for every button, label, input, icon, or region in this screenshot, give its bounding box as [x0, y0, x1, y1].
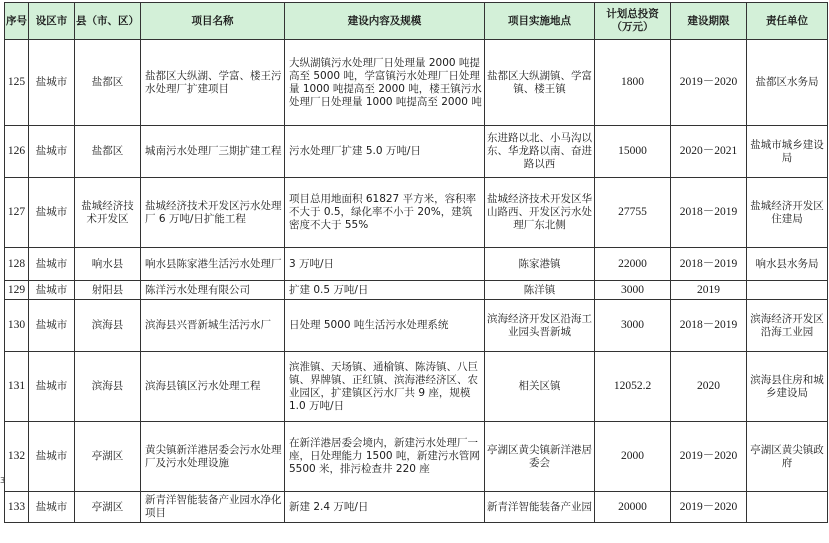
- row-no: 127: [5, 178, 29, 248]
- row-city: 盐城市: [29, 352, 75, 422]
- row-investment: 2000: [595, 422, 671, 492]
- project-table: [4, 2, 828, 523]
- row-content: 污水处理厂扩建 5.0 万吨/日: [285, 126, 485, 178]
- row-period: 2020－2021: [671, 126, 747, 178]
- row-investment: 3000: [595, 300, 671, 352]
- row-period: 2019－2020: [671, 492, 747, 523]
- row-unit: 响水县水务局: [747, 248, 828, 281]
- row-project-name: 盐都区大纵湖、学富、楼王污水处理厂扩建项目: [141, 40, 285, 126]
- row-period: 2019: [671, 281, 747, 300]
- row-location: 亭湖区黄尖镇新洋港居委会: [485, 422, 595, 492]
- row-unit: 滨海县住房和城乡建设局: [747, 352, 828, 422]
- row-location: 盐都区大纵湖镇、学富镇、楼王镇: [485, 40, 595, 126]
- row-investment: 15000: [595, 126, 671, 178]
- row-no: 133: [5, 492, 29, 523]
- row-period: 2019－2020: [671, 422, 747, 492]
- row-content: 在新洋港居委会境内，新建污水处理厂一座，日处理能力 1500 吨，新建污水管网 5500 米，排污检查井 220 座: [285, 422, 485, 492]
- row-unit: 盐都区水务局: [747, 40, 828, 126]
- row-county: 滨海县: [75, 300, 141, 352]
- row-unit: 亭湖区黄尖镇政府: [747, 422, 828, 492]
- table-row: [5, 422, 828, 492]
- header-city: 设区市: [29, 3, 75, 40]
- row-period: 2018－2019: [671, 300, 747, 352]
- row-period: 2020: [671, 352, 747, 422]
- table-row: [5, 178, 828, 248]
- header-period: 建设期限: [671, 3, 747, 40]
- row-content: 扩建 0.5 万吨/日: [285, 281, 485, 300]
- row-unit: 盐城经济开发区住建局: [747, 178, 828, 248]
- row-city: 盐城市: [29, 492, 75, 523]
- row-period: 2018－2019: [671, 178, 747, 248]
- row-county: 盐都区: [75, 40, 141, 126]
- row-investment: 20000: [595, 492, 671, 523]
- row-unit: [747, 281, 828, 300]
- row-content: 滨淮镇、天场镇、通榆镇、陈涛镇、八巨镇、界牌镇、正红镇、滨海港经济区、农业园区，扩建镇区污水厂共 9 座，规模 1.0 万吨/日: [285, 352, 485, 422]
- row-county: 亭湖区: [75, 492, 141, 523]
- row-no: 129: [5, 281, 29, 300]
- row-project-name: 新青洋智能装备产业园水净化项目: [141, 492, 285, 523]
- row-no: 131: [5, 352, 29, 422]
- row-no: 126: [5, 126, 29, 178]
- table-row: [5, 300, 828, 352]
- row-no: 130: [5, 300, 29, 352]
- row-county: 滨海县: [75, 352, 141, 422]
- table-row: [5, 492, 828, 523]
- row-investment: 22000: [595, 248, 671, 281]
- row-investment: 12052.2: [595, 352, 671, 422]
- row-no: 125: [5, 40, 29, 126]
- row-project-name: 黄尖镇新洋港居委会污水处理厂及污水处理设施: [141, 422, 285, 492]
- header-no: 序号: [5, 3, 29, 40]
- row-city: 盐城市: [29, 248, 75, 281]
- row-county: 响水县: [75, 248, 141, 281]
- table-row: [5, 248, 828, 281]
- row-city: 盐城市: [29, 126, 75, 178]
- table-row: [5, 126, 828, 178]
- row-city: 盐城市: [29, 40, 75, 126]
- row-city: 盐城市: [29, 281, 75, 300]
- row-location: 滨海经济开发区沿海工业园头晋新城: [485, 300, 595, 352]
- row-project-name: 盐城经济技术开发区污水处理厂 6 万吨/日扩能工程: [141, 178, 285, 248]
- row-project-name: 陈洋污水处理有限公司: [141, 281, 285, 300]
- row-county: 射阳县: [75, 281, 141, 300]
- row-investment: 27755: [595, 178, 671, 248]
- row-location: 东进路以北、小马沟以东、华龙路以南、奋进路以西: [485, 126, 595, 178]
- row-content: 大纵湖镇污水处理厂日处理量 2000 吨提高至 5000 吨，学富镇污水处理厂日处理量 1000 吨提高至 2000 吨，楼王镇污水处理厂日处理量 1000 吨提高至 2000 吨: [285, 40, 485, 126]
- row-content: 项目总用地面积 61827 平方米，容积率不大于 0.5，绿化率不小于 20%，建筑密度不大于 55%: [285, 178, 485, 248]
- row-county: 盐都区: [75, 126, 141, 178]
- row-content: 3 万吨/日: [285, 248, 485, 281]
- row-county: 盐城经济技术开发区: [75, 178, 141, 248]
- row-city: 盐城市: [29, 422, 75, 492]
- header-investment: 计划总投资（万元）: [595, 3, 671, 40]
- row-period: 2018－2019: [671, 248, 747, 281]
- table-row: [5, 40, 828, 126]
- row-project-name: 滨海县兴晋新城生活污水厂: [141, 300, 285, 352]
- header-county: 县（市、区）: [75, 3, 141, 40]
- row-unit: 滨海经济开发区沿海工业园: [747, 300, 828, 352]
- table-row: [5, 352, 828, 422]
- margin-mark: 3: [0, 476, 6, 485]
- row-project-name: 城南污水处理厂三期扩建工程: [141, 126, 285, 178]
- row-project-name: 响水县陈家港生活污水处理厂: [141, 248, 285, 281]
- row-location: 新青洋智能装备产业园: [485, 492, 595, 523]
- row-investment: 1800: [595, 40, 671, 126]
- row-content: 新建 2.4 万吨/日: [285, 492, 485, 523]
- header-unit: 责任单位: [747, 3, 828, 40]
- project-table-container: [4, 2, 827, 523]
- row-period: 2019－2020: [671, 40, 747, 126]
- row-no: 128: [5, 248, 29, 281]
- row-unit: 盐城市城乡建设局: [747, 126, 828, 178]
- row-investment: 3000: [595, 281, 671, 300]
- header-project-name: 项目名称: [141, 3, 285, 40]
- row-location: 盐城经济技术开发区华山路西、开发区污水处理厂东北侧: [485, 178, 595, 248]
- header-location: 项目实施地点: [485, 3, 595, 40]
- header-row: [5, 3, 828, 40]
- row-content: 日处理 5000 吨生活污水处理系统: [285, 300, 485, 352]
- table-row: [5, 281, 828, 300]
- row-city: 盐城市: [29, 178, 75, 248]
- row-unit: [747, 492, 828, 523]
- row-no: 132: [5, 422, 29, 492]
- row-location: 陈洋镇: [485, 281, 595, 300]
- header-content: 建设内容及规模: [285, 3, 485, 40]
- row-county: 亭湖区: [75, 422, 141, 492]
- row-city: 盐城市: [29, 300, 75, 352]
- row-location: 陈家港镇: [485, 248, 595, 281]
- row-location: 相关区镇: [485, 352, 595, 422]
- row-project-name: 滨海县镇区污水处理工程: [141, 352, 285, 422]
